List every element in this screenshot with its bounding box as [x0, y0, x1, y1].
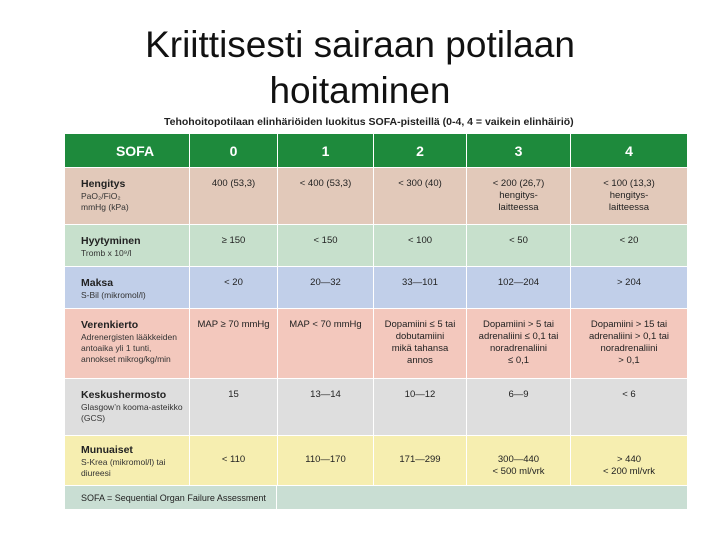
table-cell: < 20	[190, 267, 278, 308]
table-cell: < 20	[619, 235, 639, 246]
table-cell: > 204	[616, 277, 642, 288]
table-cell: Dopamiini > 5 tai adrenaliini ≤ 0,1 tai noradrenaliini ≤ 0,1	[467, 309, 571, 378]
table-cell: 110—170	[278, 436, 374, 485]
table-footnote: SOFA = Sequential Organ Failure Assessment	[65, 486, 277, 509]
table-cell: < 150	[278, 225, 374, 266]
table-row-verenkierto	[65, 309, 687, 379]
row-subtitle: mmHg (kPa)	[81, 202, 129, 212]
header-cell-score-4: 4	[625, 142, 633, 159]
table-row-munuaiset	[65, 436, 687, 486]
table-cell: < 110	[190, 436, 278, 485]
table-cell: 20—32	[278, 267, 374, 308]
slide-title-line-1: Kriittisesti sairaan potilaan	[145, 24, 575, 65]
table-cell: 300—440 < 500 ml/vrk	[467, 436, 571, 485]
table-cell: 400 (53,3)	[190, 168, 278, 224]
table-cell: MAP < 70 mmHg	[278, 309, 374, 378]
table-cell: > 440 < 200 ml/vrk	[602, 454, 655, 477]
table-cell: 10—12	[374, 379, 467, 435]
table-cell: 171—299	[374, 436, 467, 485]
table-cell: 13—14	[278, 379, 374, 435]
row-label	[65, 267, 190, 308]
table-row-hengitys	[65, 168, 687, 225]
row-label	[65, 379, 190, 435]
header-cell-score-3: 3	[467, 134, 571, 167]
row-label	[65, 168, 190, 224]
table-row-maksa	[65, 267, 687, 309]
sofa-table	[65, 134, 687, 510]
header-cell-sofa: SOFA	[65, 134, 190, 167]
row-subtitle: Glasgow’n kooma-asteikko	[81, 402, 183, 412]
row-subtitle: diureesi	[81, 468, 111, 478]
row-subtitle: Adrenergisten lääkkeiden	[81, 332, 177, 342]
row-title: Hengitys	[81, 178, 126, 190]
slide-title-line-2: hoitaminen	[269, 70, 451, 111]
row-subtitle: S-Krea (mikromol/l) tai	[81, 457, 166, 467]
row-subtitle: PaO₂/FiO₂	[81, 191, 121, 201]
row-subtitle: antoaika yli 1 tunti,	[81, 343, 152, 353]
row-subtitle: Tromb x 10⁹/l	[81, 248, 132, 258]
table-cell: 6—9	[467, 379, 571, 435]
table-cell: 15	[190, 379, 278, 435]
table-caption: Tehohoitopotilaan elinhäriöiden luokitus SOFA-pisteillä (0-4, 4 = vaikein elinhäiriö)	[164, 116, 574, 128]
table-cell: 33—101	[374, 267, 467, 308]
table-cell: < 100	[374, 225, 467, 266]
table-row-keskushermosto	[65, 379, 687, 436]
row-title: Maksa	[81, 277, 114, 289]
header-cell-score-0: 0	[190, 134, 278, 167]
header-cell-score-2: 2	[374, 134, 467, 167]
row-label	[65, 436, 190, 485]
table-cell: 102—204	[467, 267, 571, 308]
table-footer-row	[65, 486, 687, 510]
table-cell: < 6	[622, 389, 636, 400]
row-label	[65, 225, 190, 266]
row-title: Verenkierto	[81, 319, 139, 331]
row-subtitle: annokset mikrog/kg/min	[81, 354, 171, 364]
row-title: Keskushermosto	[81, 389, 167, 401]
table-cell: Dopamiini > 15 tai adrenaliini > 0,1 tai noradrenaliini > 0,1	[588, 319, 669, 366]
header-cell-score-1: 1	[278, 134, 374, 167]
row-subtitle: (GCS)	[81, 413, 106, 423]
row-label	[65, 309, 190, 378]
table-cell: < 100 (13,3) hengitys- laitteessa	[603, 178, 655, 213]
slide-title	[0, 22, 720, 114]
table-row-hyytyminen	[65, 225, 687, 267]
table-cell: ≥ 150	[190, 225, 278, 266]
table-cell: < 400 (53,3)	[278, 168, 374, 224]
table-cell: MAP ≥ 70 mmHg	[190, 309, 278, 378]
row-title: Hyytyminen	[81, 235, 141, 247]
table-cell: Dopamiini ≤ 5 tai dobutamiini mikä tahansa annos	[374, 309, 467, 378]
row-subtitle: S-Bil (mikromol/l)	[81, 290, 146, 300]
table-cell: < 200 (26,7) hengitys- laitteessa	[467, 168, 571, 224]
table-cell: < 300 (40)	[374, 168, 467, 224]
table-header-row	[65, 134, 687, 168]
row-title: Munuaiset	[81, 444, 133, 456]
table-cell: < 50	[467, 225, 571, 266]
